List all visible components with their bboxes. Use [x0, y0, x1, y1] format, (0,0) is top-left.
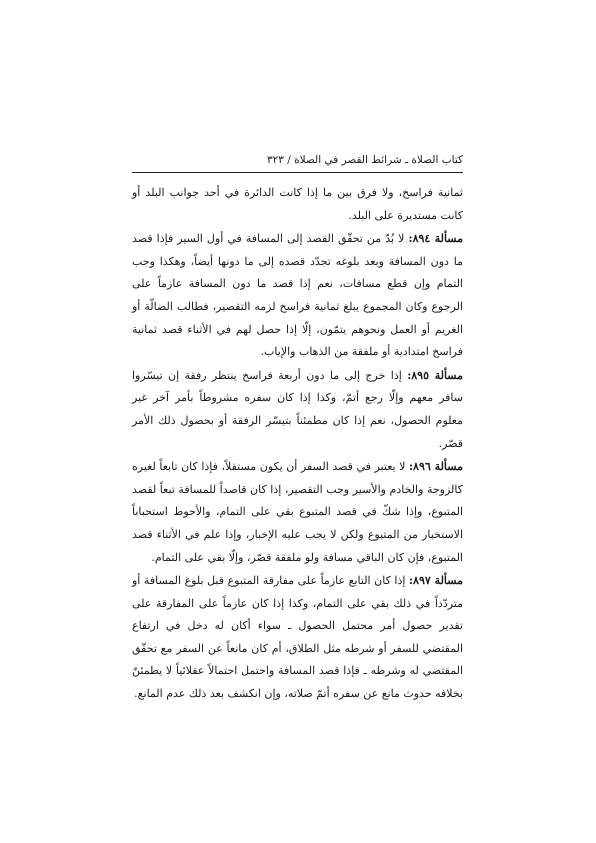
- paragraph: [132, 182, 463, 227]
- issue-number: مسألة ٨٩٥:: [407, 368, 464, 382]
- issue-text: إذا كان التابع عازماً على مفارقة المتبوع قبل بلوغ المسافة أو متردّداً في ذلك بقي على التمام، وكذا إذا كان عازماً على المفارقة على تقدير حصول أمر محتمل الحصول ـ سواء أكان له دخل في ارتفاع المقتضي للسفر أو شرطه مثل الطلاق، أم كان مانعاً عن السفر مع تحقّق المقتضي له وشرطه ـ فإذا قصد المسافة واحتمل احتمالاً عقلائياً لا يطمئنّ بخلافه حدوث مانع عن سفره أتمّ صلاته، وإن انكشف بعد ذلك عدم المانع.: [132, 574, 463, 701]
- issue-paragraph: [132, 365, 463, 455]
- issue-number: مسألة ٨٩٤:: [408, 232, 463, 246]
- issue-paragraph: [132, 228, 463, 364]
- issue-text: إذا خرج إلى ما دون أربعة فراسخ ينتظر رفقة إن تيسّروا سافر معهم وإلّا رجع أتمّ، وكذا إذا كان سفره مشروطاً بأمر آخر غير معلوم الحصول، نعم إذا كان مطمئناً بتيسّر الرفقة أو بحصول ذلك الأمر قصّر.: [132, 368, 463, 450]
- running-header: كتاب الصلاة ـ شرائط القصر في الصلاة / ٣٢٣: [267, 154, 463, 166]
- page-body: [132, 182, 463, 706]
- issue-paragraph: [132, 456, 463, 569]
- header-divider: [132, 172, 463, 173]
- issue-paragraph: [132, 570, 463, 706]
- issue-text: لا يعتبر في قصد السفر أن يكون مستقلاً، فإذا كان تابعاً لغيره كالزوجة والخادم والأسير وجب التقصير، إذا كان قاصداً للمسافة تبعاً لقصد المتبوع، وإذا شكّ في قصد المتبوع بقي على التمام، والأحوط استحباباً الاستخبار من المتبوع ولكن لا يجب عليه الإخبار، وإذا علم في الأثناء قصد المتبوع، فإن كان الباقي مسافة ولو ملفقة قصّر، وإلّا بقي على التمام.: [132, 460, 463, 564]
- issue-text: لا بُدّ من تحقّق القصد إلى المسافة في أول السير فإذا قصد ما دون المسافة وبعد بلوغه تجدّد قصده إلى ما دونها أيضاً، وهكذا وجب التمام وإن قطع مسافات، نعم إذا قصد ما دون المسافة عازماً على الرجوع وكان المجموع يبلغ ثمانية فراسخ لزمه التقصير، فطالب الضالّة أو الغريم أو العمل ونحوهم يتمّون، إلّا إذا حصل لهم في الأثناء قصد ثمانية فراسخ امتدادية أو ملفقة من الذهاب والإياب.: [132, 232, 463, 359]
- paragraph-text: ثمانية فراسخ، ولا فرق بين ما إذا كانت الدائرة في أحد جوانب البلد أو كانت مستديرة على البلد.: [132, 186, 463, 222]
- issue-number: مسألة ٨٩٧:: [408, 574, 463, 588]
- issue-number: مسألة ٨٩٦:: [408, 460, 463, 474]
